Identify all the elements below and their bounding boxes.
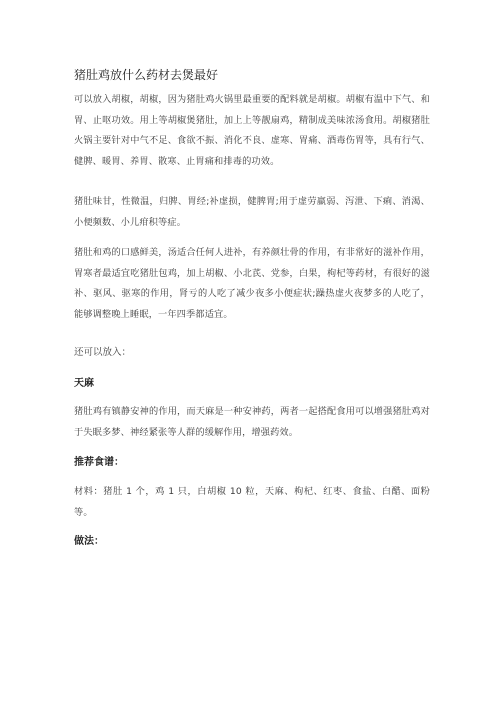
paragraph-taste-and-benefits: 猪肚和鸡的口感鲜美，汤适合任何人进补，有养颜壮骨的作用，有非常好的滋补作用，胃寒者最适宜吃猪肚包鸡，加上胡椒、小北芪、党参，白果，枸杞等药材，有很好的滋补、驱风、驱寒的作用，肾亏的人吃了减少夜多小便症状;躁热虚火夜梦多的人吃了，能够调整晚上睡眠，一年四季都适宜。 [74,247,430,320]
document-title: 猪肚鸡放什么药材去煲最好 [74,68,219,82]
paragraph-also-add: 还可以放入： [74,347,132,358]
heading-recommended-recipe: 推荐食谱： [74,457,124,468]
heading-tianma: 天麻 [74,378,94,389]
heading-method: 做法： [74,536,104,547]
paragraph-ingredients: 材料：猪肚 1 个，鸡 1 只，白胡椒 10 粒，天麻、枸杞、红枣、食盐、白醋、面粉等。 [74,486,430,518]
paragraph-pepper-intro: 可以放入胡椒，胡椒，因为猪肚鸡火锅里最重要的配料就是胡椒。胡椒有温中下气、和胃、止呕功效。用上等胡椒煲猪肚，加上上等靓扇鸡，精制成美味浓汤食用。胡椒猪肚火锅主要针对中气不足、食欲不振、消化不良、虚寒、胃痛、酒毒伤胃等，具有行气、健脾、暖胃、养胃、散寒、止胃痛和排毒的功效。 [74,94,430,167]
paragraph-pork-tripe-properties: 猪肚味甘，性微温，归脾、胃经;补虚损，健脾胃;用于虚劳羸弱、泻泄、下痢、消渴、小便频数、小儿疳积等症。 [74,196,430,228]
paragraph-tianma-effect: 猪肚鸡有镇静安神的作用，而天麻是一种安神药，两者一起搭配食用可以增强猪肚鸡对于失眠多梦、神经紧张等人群的缓解作用，增强药效。 [74,406,430,438]
